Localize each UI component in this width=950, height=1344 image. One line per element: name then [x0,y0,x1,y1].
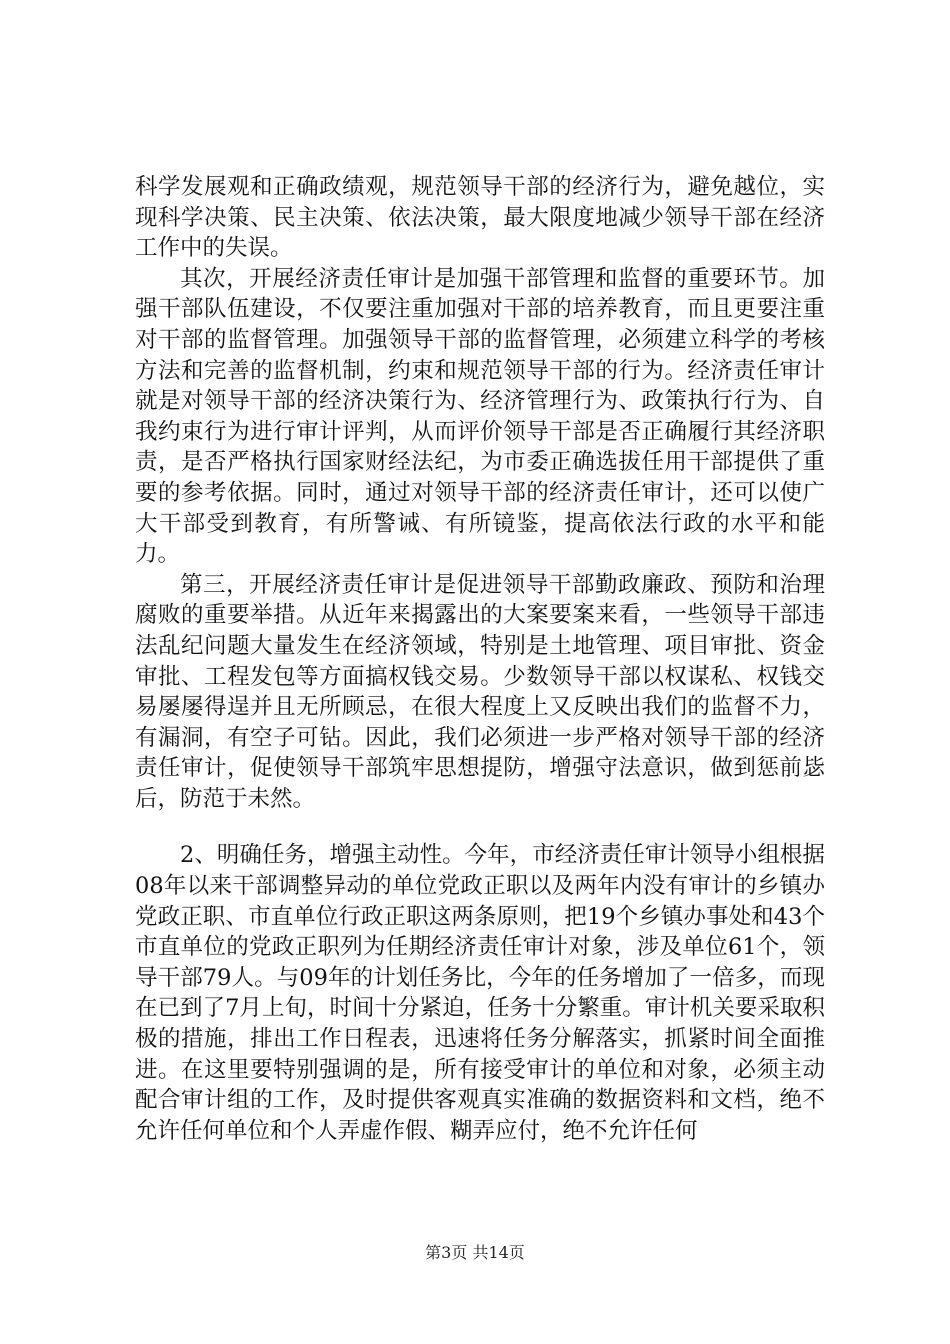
paragraph-continuation: 科学发展观和正确政绩观，规范领导干部的经济行为，避免越位，实现科学决策、民主决策、依法决策，最大限度地减少领导干部在经济工作中的失误。 [135,174,825,262]
paragraph-gap [135,814,825,840]
paragraph-third-point: 第三，开展经济责任审计是促进领导干部勤政廉政、预防和治理腐败的重要举措。从近年来揭露出的大案要案来看，一些领导干部违法乱纪问题大量发生在经济领域，特别是土地管理、项目审批、资金审批、工程发包等方面搞权钱交易。少数领导干部以权谋私、权钱交易屡屡得逞并且无所顾忌，在很大程度上又反映出我们的监督不力，有漏洞，有空子可钻。因此，我们必须进一步严格对领导干部的经济责任审计，促使领导干部筑牢思想提防，增强守法意识，做到惩前毖后，防范于未然。 [135,571,825,812]
paragraph-task-section: 2、明确任务，增强主动性。今年，市经济责任审计领导小组根据08年以来干部调整异动的单位党政正职以及两年内没有审计的乡镇办党政正职、市直单位行政正职这两条原则，把19个乡镇办事处和43个市直单位的党政正职列为任期经济责任审计对象，涉及单位61个，领导干部79人。与09年的计划任务比，今年的任务增加了一倍多，而现在已到了7月上旬，时间十分紧迫，任务十分繁重。审计机关要采取积极的措施，排出工作日程表，迅速将任务分解落实，抓紧时间全面推进。在这里要特别强调的是，所有接受审计的单位和对象，必须主动配合审计组的工作，及时提供客观真实准确的数据资料和文档，绝不允许任何单位和个人弄虚作假、糊弄应付，绝不允许任何 [135,842,825,1144]
page-footer: 第3页 共14页 [425,1243,525,1262]
paragraph-second-point: 其次，开展经济责任审计是加强干部管理和监督的重要环节。加强干部队伍建设，不仅要注重加强对干部的培养教育，而且更要注重对干部的监督管理。加强领导干部的监督管理，必须建立科学的考核方法和完善的监督机制，约束和规范领导干部的行为。经济责任审计就是对领导干部的经济决策行为、经济管理行为、政策执行行为、自我约束行为进行审计评判，从而评价领导干部是否正确履行其经济职责，是否严格执行国家财经法纪，为市委正确选拔任用干部提供了重要的参考依据。同时，通过对领导干部的经济责任审计，还可以使广大干部受到教育，有所警诫、有所镜鉴，提高依法行政的水平和能力。 [135,265,825,568]
document-body [135,172,825,1146]
